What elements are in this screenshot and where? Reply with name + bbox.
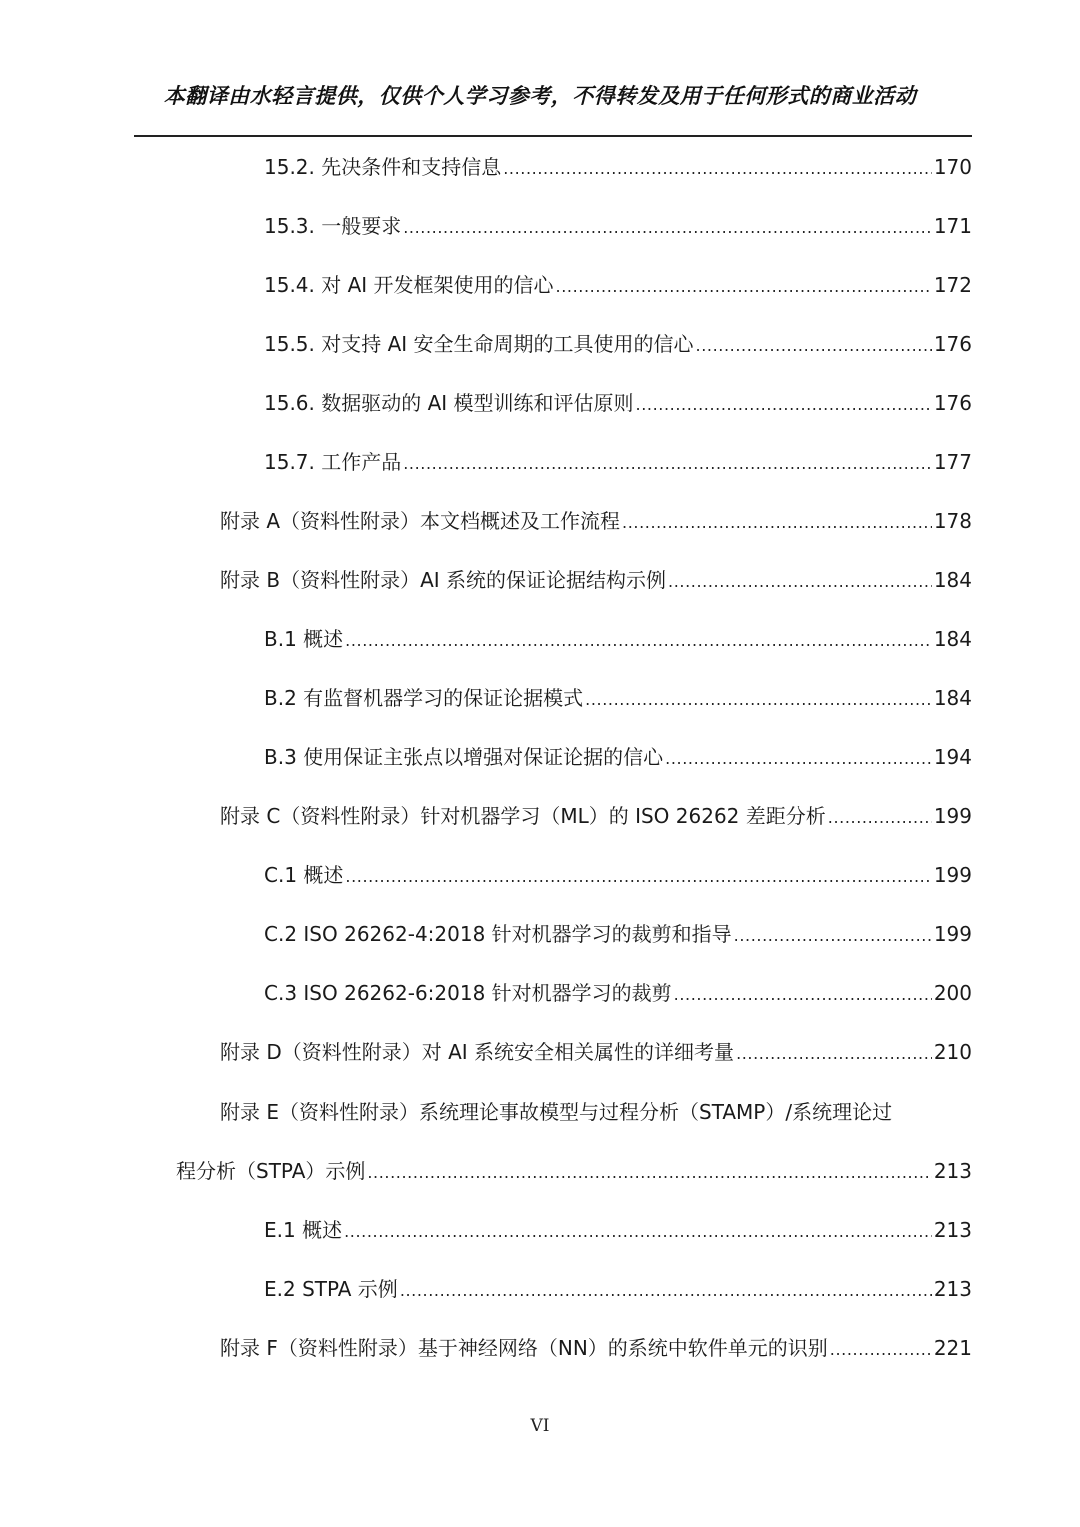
toc-entry-appendix-f[interactable] [220,1332,972,1364]
toc-entry-15-4[interactable] [264,269,972,301]
toc-entry-15-2[interactable] [264,151,972,183]
toc-entry-appendix-e-line1[interactable]: 附录 E（资料性附录）系统理论事故模型与过程分析（STAMP）/系统理论过 [220,1100,893,1124]
toc-entry-title: C.2 ISO 26262-4:2018 针对机器学习的裁剪和指导 [264,922,732,946]
toc-dot-leader [400,1275,932,1307]
toc-entry-page: 199 [933,922,972,946]
toc-entry-title: 15.7. 工作产品 [264,450,402,474]
toc-dot-leader [585,684,932,716]
toc-entry-b-3[interactable] [264,741,972,773]
header-divider [134,135,972,137]
toc-dot-leader [503,153,932,185]
toc-entry-page: 213 [933,1277,972,1301]
toc-entry-page: 213 [933,1159,972,1183]
page-number: VI [530,1416,550,1436]
toc-entry-15-5[interactable] [264,328,972,360]
toc-entry-title: 附录 D（资料性附录）对 AI 系统安全相关属性的详细考量 [220,1040,735,1064]
toc-entry-15-6[interactable] [264,387,972,419]
toc-entry-page: 184 [933,568,972,592]
toc-dot-leader [556,271,932,303]
toc-dot-leader [345,625,932,657]
toc-entry-page: 221 [933,1336,972,1360]
toc-entry-page: 177 [933,450,972,474]
toc-entry-title: E.2 STPA 示例 [264,1277,398,1301]
toc-entry-b-2[interactable] [264,682,972,714]
toc-dot-leader [674,979,932,1011]
toc-entry-title: 15.3. 一般要求 [264,214,402,238]
toc-entry-c-2[interactable] [264,918,972,950]
toc-entry-page: 184 [933,627,972,651]
toc-dot-leader [668,566,932,598]
toc-entry-page: 176 [933,391,972,415]
toc-entry-page: 199 [933,863,972,887]
toc-dot-leader [665,743,932,775]
toc-dot-leader [403,212,932,244]
toc-entry-title: 附录 F（资料性附录）基于神经网络（NN）的系统中软件单元的识别 [220,1336,828,1360]
toc-entry-page: 210 [933,1040,972,1064]
toc-entry-appendix-e[interactable] [176,1155,972,1187]
toc-dot-leader [830,1334,932,1366]
toc-entry-e-2[interactable] [264,1273,972,1305]
toc-entry-b-1[interactable] [264,623,972,655]
toc-entry-page: 184 [933,686,972,710]
toc-dot-leader [367,1157,931,1189]
toc-entry-15-3[interactable] [264,210,972,242]
toc-entry-title: 附录 B（资料性附录）AI 系统的保证论据结构示例 [220,568,667,592]
toc-entry-appendix-c[interactable] [220,800,972,832]
toc-entry-page: 176 [933,332,972,356]
toc-entry-title: 附录 C（资料性附录）针对机器学习（ML）的 ISO 26262 差距分析 [220,804,826,828]
toc-dot-leader [636,389,932,421]
toc-entry-title: 15.5. 对支持 AI 安全生命周期的工具使用的信心 [264,332,694,356]
toc-dot-leader [734,920,932,952]
toc-dot-leader [828,802,932,834]
toc-entry-page: 194 [933,745,972,769]
toc-entry-page: 172 [933,273,972,297]
toc-entry-title: C.3 ISO 26262-6:2018 针对机器学习的裁剪 [264,981,672,1005]
toc-entry-title: E.1 概述 [264,1218,343,1242]
toc-entry-appendix-a[interactable] [220,505,972,537]
toc-entry-page: 178 [933,509,972,533]
toc-entry-page: 199 [933,804,972,828]
toc-entry-c-3[interactable] [264,977,972,1009]
document-header: 本翻译由水轻言提供，仅供个人学习参考，不得转发及用于任何形式的商业活动 [163,84,917,108]
toc-dot-leader [403,448,932,480]
toc-entry-title: B.3 使用保证主张点以增强对保证论据的信心 [264,745,664,769]
toc-dot-leader [736,1038,932,1070]
toc-dot-leader [696,330,932,362]
toc-dot-leader [345,861,931,893]
toc-entry-page: 200 [933,981,972,1005]
toc-entry-appendix-b[interactable] [220,564,972,596]
toc-dot-leader [622,507,932,539]
toc-entry-title: 15.2. 先决条件和支持信息 [264,155,502,179]
toc-entry-title: C.1 概述 [264,863,344,887]
toc-entry-appendix-d[interactable] [220,1036,972,1068]
toc-entry-title: 程分析（STPA）示例 [176,1159,366,1183]
toc-entry-title: 15.6. 数据驱动的 AI 模型训练和评估原则 [264,391,634,415]
toc-entry-title: B.2 有监督机器学习的保证论据模式 [264,686,584,710]
toc-entry-title: B.1 概述 [264,627,344,651]
toc-entry-page: 171 [933,214,972,238]
toc-entry-c-1[interactable] [264,859,972,891]
toc-entry-e-1[interactable] [264,1214,972,1246]
toc-entry-title: 附录 A（资料性附录）本文档概述及工作流程 [220,509,621,533]
toc-dot-leader [344,1216,932,1248]
toc-entry-15-7[interactable] [264,446,972,478]
toc-entry-page: 213 [933,1218,972,1242]
toc-entry-title: 15.4. 对 AI 开发框架使用的信心 [264,273,554,297]
toc-entry-page: 170 [933,155,972,179]
